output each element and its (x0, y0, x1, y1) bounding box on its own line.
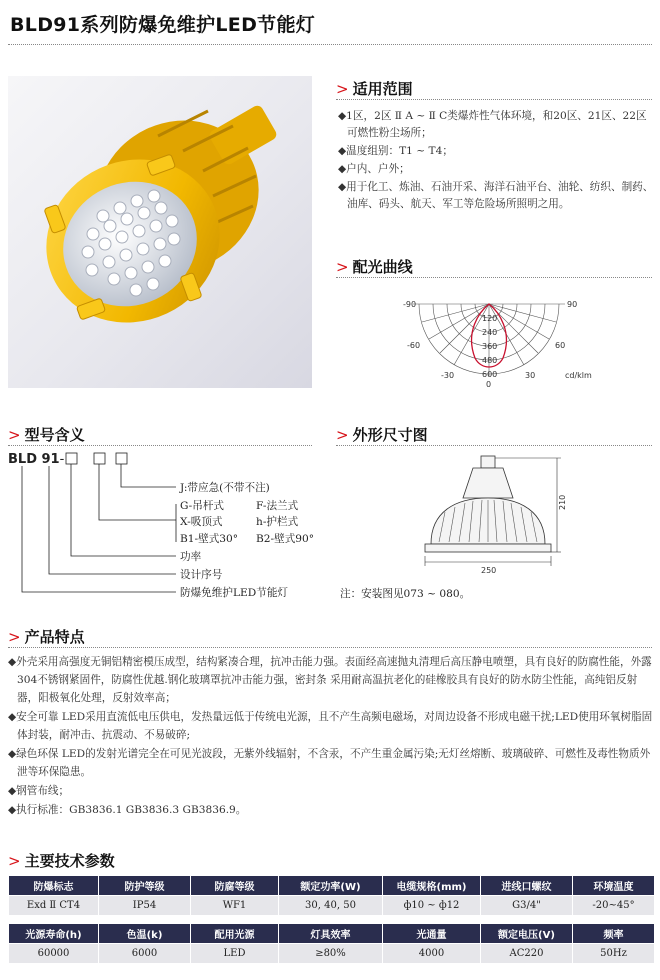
table-header-cell: 配用光源 (191, 924, 279, 944)
feature-item: ◆安全可靠 LED采用直流低电压供电，发热量远低于传统电光源，且不产生高频电磁场，对周边设备不形成电磁干扰;LED使用环氧树脂固体封装，耐冲击、抗震动、不易破碎; (8, 711, 653, 741)
feature-item: ◆执行标准：GB3836.1 GB3836.3 GB3836.9。 (8, 804, 247, 816)
arrow-icon: > (336, 258, 349, 276)
table-header-cell: 额定电压(V) (481, 924, 573, 944)
product-photo (8, 76, 312, 388)
angle-label: -60 (407, 341, 421, 350)
height-label: 210 (558, 494, 567, 510)
table-header-cell: 光通量 (383, 924, 481, 944)
table-cell: 4000 (383, 944, 481, 964)
table-header-cell: 进线口螺纹 (481, 876, 573, 896)
model-mount: F-法兰式 (256, 500, 299, 512)
table-cell: AC220 (481, 944, 573, 964)
model-product: 防爆免维护LED节能灯 (180, 587, 289, 599)
table-row (9, 944, 655, 964)
table-cell: ≥80% (279, 944, 383, 964)
model-emergency: J:带应急(不带不注) (180, 482, 270, 494)
table-cell: WF1 (191, 896, 279, 916)
arrow-icon: > (336, 80, 349, 98)
table-header-cell: 灯具效率 (279, 924, 383, 944)
angle-label: 30 (525, 371, 536, 380)
angle-label: -30 (441, 371, 455, 380)
feature-item: ◆外壳采用高强度无铜铝精密模压成型，结构紧凑合理，抗冲击能力强。表面经高速抛丸清理后高压静电喷塑，具有良好的防腐性能，外露304不锈钢紧固件，防腐性优越.钢化玻璃罩抗冲击能力强，密封条 采用耐高温抗老化的硅橡胶具有良好的防水防尘性能，高纯铝反射器，阳极氧化处理，反射效率高； (8, 656, 652, 704)
page-title: BLD91系列防爆免维护LED节能灯 (10, 14, 316, 36)
table-header-cell: 防爆标志 (9, 876, 99, 896)
table-header-cell: 环境温度 (573, 876, 655, 896)
model-mount: h-护栏式 (256, 516, 299, 528)
scope-divider (336, 99, 652, 100)
feature-item: ◆钢管布线； (8, 785, 70, 797)
model-code: BLD 91- (8, 452, 65, 467)
model-power: 功率 (180, 551, 202, 563)
feature-item: ◆绿色环保 LED的发射光谱完全在可见光波段，无紫外线辐射，不含汞，不产生重金属污染;无灯丝熔断、玻璃破碎、可燃性及毒性物质外泄等环保隐患。 (8, 748, 651, 778)
table-header-cell: 光源寿命(h) (9, 924, 99, 944)
scope-item: ◆温度组别：T1 ~ T4； (338, 145, 453, 157)
table-cell: G3/4" (481, 896, 573, 916)
table-header-row (9, 924, 655, 944)
arrow-icon: > (8, 426, 21, 444)
model-divider (8, 445, 312, 446)
angle-label: 0 (486, 380, 492, 389)
arrow-icon: > (8, 852, 21, 870)
table-cell: 60000 (9, 944, 99, 964)
radial-label: 360 (482, 342, 498, 351)
scope-heading: > 适用范围 (336, 80, 413, 98)
table-cell: 6000 (99, 944, 191, 964)
arrow-icon: > (8, 628, 21, 646)
table-header-cell: 防护等级 (99, 876, 191, 896)
radial-label: 120 (482, 314, 498, 323)
angle-label: 60 (555, 341, 566, 350)
features-heading: > 产品特点 (8, 628, 85, 646)
features-list (8, 653, 654, 820)
radial-label: 600 (482, 370, 498, 379)
table-header-cell: 防腐等级 (191, 876, 279, 896)
model-mount: G-吊杆式 (180, 500, 225, 512)
radial-label: 480 (482, 356, 498, 365)
table-row (9, 896, 655, 916)
table-header-cell: 电缆规格(mm) (383, 876, 481, 896)
table-header-cell: 额定功率(W) (279, 876, 383, 896)
table-cell: IP54 (99, 896, 191, 916)
table-header-cell: 频率 (573, 924, 655, 944)
params-heading: > 主要技术参数 (8, 852, 115, 870)
width-label: 250 (481, 566, 497, 574)
table-cell: ф10 ~ ф12 (383, 896, 481, 916)
table-cell: -20~45° (573, 896, 655, 916)
unit-label: cd/klm (565, 371, 592, 380)
scope-item: ◆户内、户外； (338, 163, 410, 175)
features-divider (8, 647, 652, 648)
curve-heading: > 配光曲线 (336, 258, 413, 276)
arrow-icon: > (336, 426, 349, 444)
lamp-illustration (8, 76, 312, 388)
angle-label: -90 (403, 300, 417, 309)
polar-curve-diagram (395, 292, 615, 392)
model-mount: B2-壁式90° (256, 533, 315, 545)
table-header-cell: 色温(k) (99, 924, 191, 944)
curve-divider (336, 277, 652, 278)
radial-label: 240 (482, 328, 498, 337)
table-cell: 50Hz (573, 944, 655, 964)
model-design: 设计序号 (180, 569, 223, 581)
table-header-row (9, 876, 655, 896)
scope-item: ◆用于化工、炼油、石油开采、海洋石油平台、油轮、纺织、制药、油库、码头、航天、军工等危险场所照明之用。 (338, 181, 654, 210)
dims-divider (336, 445, 652, 446)
angle-label: 90 (567, 300, 578, 309)
scope-item: ◆1区，2区 Ⅱ A ~ Ⅱ C类爆炸性气体环境，和20区、21区、22区可燃性粉尘场所； (338, 110, 647, 139)
model-mount: B1-壁式30° (180, 533, 239, 545)
params-table (8, 875, 655, 964)
dimension-drawing (415, 452, 575, 574)
table-cell: 30, 40, 50 (279, 896, 383, 916)
table-cell: Exd Ⅱ CT4 (9, 896, 99, 916)
table-spacer (9, 916, 655, 924)
model-mount: X-吸顶式 (180, 516, 223, 528)
model-heading: > 型号含义 (8, 426, 85, 444)
scope-list (338, 108, 654, 214)
install-note: 注：安装图见073 ~ 080。 (340, 588, 471, 600)
table-cell: LED (191, 944, 279, 964)
dims-heading: > 外形尺寸图 (336, 426, 428, 444)
title-divider (8, 44, 652, 45)
